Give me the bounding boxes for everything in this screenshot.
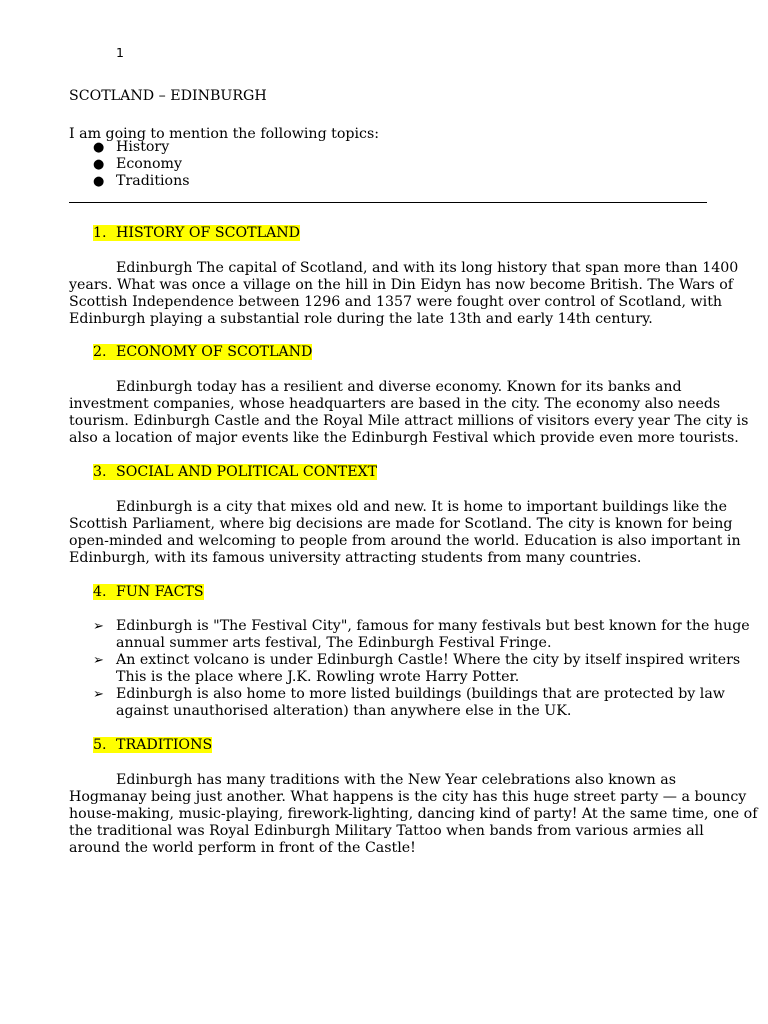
- section-heading-history: [93, 225, 300, 242]
- section-title: ECONOMY OF SCOTLAND: [116, 344, 313, 360]
- fact-line: Edinburgh is "The Festival City", famous for many festivals but best known for the huge: [116, 618, 750, 634]
- fact-line: Edinburgh is also home to more listed buildings (buildings that are protected by law: [116, 686, 725, 702]
- fact-line: against unauthorised alteration) than anywhere else in the UK.: [116, 703, 572, 719]
- list-item: [69, 686, 725, 720]
- arrow-icon: ➢: [93, 653, 104, 668]
- intro-text: I am going to mention the following topics:: [69, 126, 380, 142]
- highlighted-heading: [93, 737, 212, 753]
- topic-label: Economy: [116, 156, 182, 172]
- paragraph-line: tourism. Edinburgh Castle and the Royal Mile attract millions of visitors every year The city is: [69, 413, 749, 429]
- fun-facts-list: [69, 618, 750, 720]
- section-number: 2.: [93, 344, 107, 360]
- section-number: 4.: [93, 584, 107, 600]
- paragraph-line: years. What was once a village on the hill in Din Eidyn has now become British. The Wars of: [69, 277, 734, 293]
- section-heading-fun-facts: [93, 584, 204, 601]
- fact-line: This is the place where J.K. Rowling wrote Harry Potter.: [116, 669, 520, 685]
- paragraph-line: also a location of major events like the Edinburgh Festival which provide even more tourists.: [69, 430, 739, 446]
- fact-line: annual summer arts festival, The Edinburgh Festival Fringe.: [116, 635, 552, 651]
- paragraph-line: Edinburgh, with its famous university attracting students from many countries.: [69, 550, 642, 566]
- section-paragraph-traditions: [69, 772, 758, 857]
- highlighted-heading: [93, 225, 300, 241]
- horizontal-divider: [69, 202, 707, 203]
- paragraph-line: Edinburgh is a city that mixes old and new. It is home to important buildings like the: [116, 499, 727, 515]
- bullet-icon: ●: [93, 140, 105, 155]
- highlighted-heading: [93, 344, 312, 360]
- paragraph-line: Edinburgh today has a resilient and diverse economy. Known for its banks and: [116, 379, 682, 395]
- section-heading-economy: [93, 344, 312, 361]
- highlighted-heading: [93, 464, 377, 480]
- section-paragraph-history: [69, 260, 739, 328]
- highlighted-heading: [93, 584, 204, 600]
- list-item: [69, 652, 741, 686]
- section-title: HISTORY OF SCOTLAND: [116, 225, 301, 241]
- page-number: 1: [116, 45, 124, 60]
- paragraph-line: Edinburgh playing a substantial role during the late 13th and early 14th century.: [69, 311, 653, 327]
- section-paragraph-economy: [69, 379, 749, 447]
- section-title: TRADITIONS: [116, 737, 213, 753]
- document-title: SCOTLAND – EDINBURGH: [69, 88, 267, 104]
- bullet-icon: ●: [93, 174, 105, 189]
- section-heading-traditions: [93, 737, 212, 754]
- paragraph-line: Edinburgh has many traditions with the New Year celebrations also known as: [116, 772, 677, 788]
- section-number: 1.: [93, 225, 107, 241]
- list-item: [69, 173, 190, 190]
- section-title: SOCIAL AND POLITICAL CONTEXT: [116, 464, 378, 480]
- arrow-icon: ➢: [93, 687, 104, 702]
- list-item: [69, 139, 190, 156]
- paragraph-line: around the world perform in front of the Castle!: [69, 840, 416, 856]
- section-heading-social-political: [93, 464, 377, 481]
- paragraph-line: investment companies, whose headquarters are based in the city. The economy also needs: [69, 396, 721, 412]
- topic-label: History: [116, 139, 170, 155]
- section-number: 3.: [93, 464, 107, 480]
- paragraph-line: Hogmanay being just another. What happens is the city has this huge street party — a bouncy: [69, 789, 747, 805]
- bullet-icon: ●: [93, 157, 105, 172]
- paragraph-line: house-making, music-playing, firework-lighting, dancing kind of party! At the same time, one of: [69, 806, 758, 822]
- paragraph-line: Edinburgh The capital of Scotland, and with its long history that span more than 1400: [116, 260, 739, 276]
- section-number: 5.: [93, 737, 107, 753]
- topic-list: [69, 139, 190, 190]
- paragraph-line: open-minded and welcoming to people from around the world. Education is also important in: [69, 533, 741, 549]
- topic-label: Traditions: [116, 173, 190, 189]
- section-title: FUN FACTS: [116, 584, 204, 600]
- arrow-icon: ➢: [93, 619, 104, 634]
- list-item: [69, 156, 190, 173]
- fact-line: An extinct volcano is under Edinburgh Castle! Where the city by itself inspired writers: [116, 652, 741, 668]
- paragraph-line: Scottish Parliament, where big decisions are made for Scotland. The city is known for being: [69, 516, 733, 532]
- paragraph-line: Scottish Independence between 1296 and 1357 were fought over control of Scotland, with: [69, 294, 723, 310]
- list-item: [69, 618, 750, 652]
- paragraph-line: the traditional was Royal Edinburgh Military Tattoo when bands from various armies all: [69, 823, 704, 839]
- section-paragraph-social-political: [69, 499, 741, 567]
